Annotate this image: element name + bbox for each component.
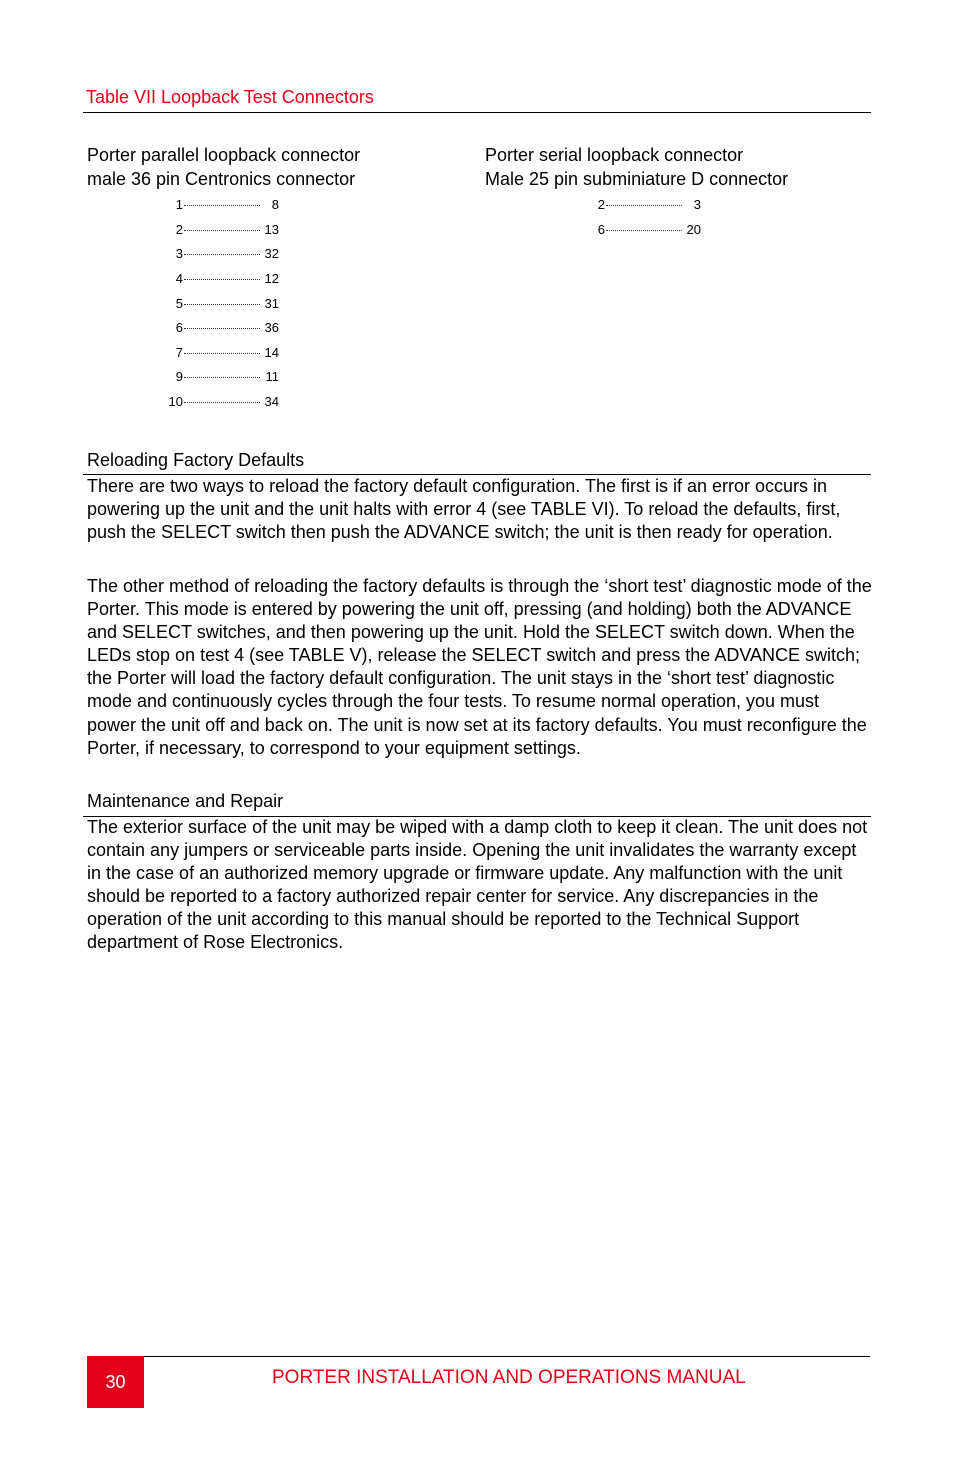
parallel-pin-row: 7 14: [175, 345, 279, 360]
serial-pin-row: 6 20: [597, 222, 701, 237]
table-title-rule: [83, 112, 871, 113]
parallel-pin-row: 6 36: [175, 320, 279, 335]
serial-pin-row: 2 3: [597, 197, 701, 212]
serial-heading-line2: Male 25 pin subminiature D connector: [485, 169, 789, 189]
table-title: Table VII Loopback Test Connectors: [86, 87, 374, 107]
maintenance-paragraph: The exterior surface of the unit may be wiped with a damp cloth to keep it clean. The unit does not contain any jumpers or serviceable parts inside. Opening the unit invalidates the warranty except in the case of an authorized memory upgrade or firmware update. Any malfunction with the unit should be reported to a factory authorized repair center for service. Any discrepancies in the operation of the unit according to this manual should be reported to the Technical Support department of Rose Electronics.: [87, 817, 868, 953]
parallel-pin-row: 9 11: [175, 369, 279, 384]
parallel-pin-row: 3 32: [175, 246, 279, 261]
parallel-pin-row: 4 12: [175, 271, 279, 286]
footer-rule: [87, 1356, 870, 1357]
page-number: 30: [87, 1356, 144, 1408]
parallel-heading-line2: male 36 pin Centronics connector: [87, 169, 356, 189]
parallel-pin-row: 5 31: [175, 296, 279, 311]
reload-paragraph-1: There are two ways to reload the factory default configuration. The first is if an error occurs in powering up the unit and the unit halts with error 4 (see TABLE VI). To reload the defaults, first, push the SELECT switch then push the ADVANCE switch; the unit is then ready for operation.: [87, 476, 841, 543]
parallel-pin-row: 1 8: [175, 197, 279, 212]
reload-heading: Reloading Factory Defaults: [87, 450, 305, 470]
maintenance-heading: Maintenance and Repair: [87, 791, 284, 811]
parallel-pin-row: 10 34: [168, 394, 279, 409]
parallel-pin-row: 2 13: [175, 222, 279, 237]
footer-title: PORTER INSTALLATION AND OPERATIONS MANUAL: [272, 1367, 746, 1388]
reload-paragraph-2: The other method of reloading the factory defaults is through the ‘short test’ diagnostic mode of the Porter. This mode is entered by powering the unit off, pressing (and holding) both the ADVANCE and SELECT switches, and then powering up the unit. Hold the SELECT switch down. When the LEDs stop on test 4 (see TABLE V), release the SELECT switch and press the ADVANCE switch; the Porter will load the factory default configuration. The unit stays in the ‘short test’ diagnostic mode and continuously cycles through the four tests. To resume normal operation, you must power the unit off and back on. The unit is now set at its factory defaults. You must reconfigure the Porter, if necessary, to correspond to your equipment settings.: [87, 576, 872, 758]
serial-heading-line1: Porter serial loopback connector: [485, 145, 744, 165]
parallel-heading-line1: Porter parallel loopback connector: [87, 145, 361, 165]
